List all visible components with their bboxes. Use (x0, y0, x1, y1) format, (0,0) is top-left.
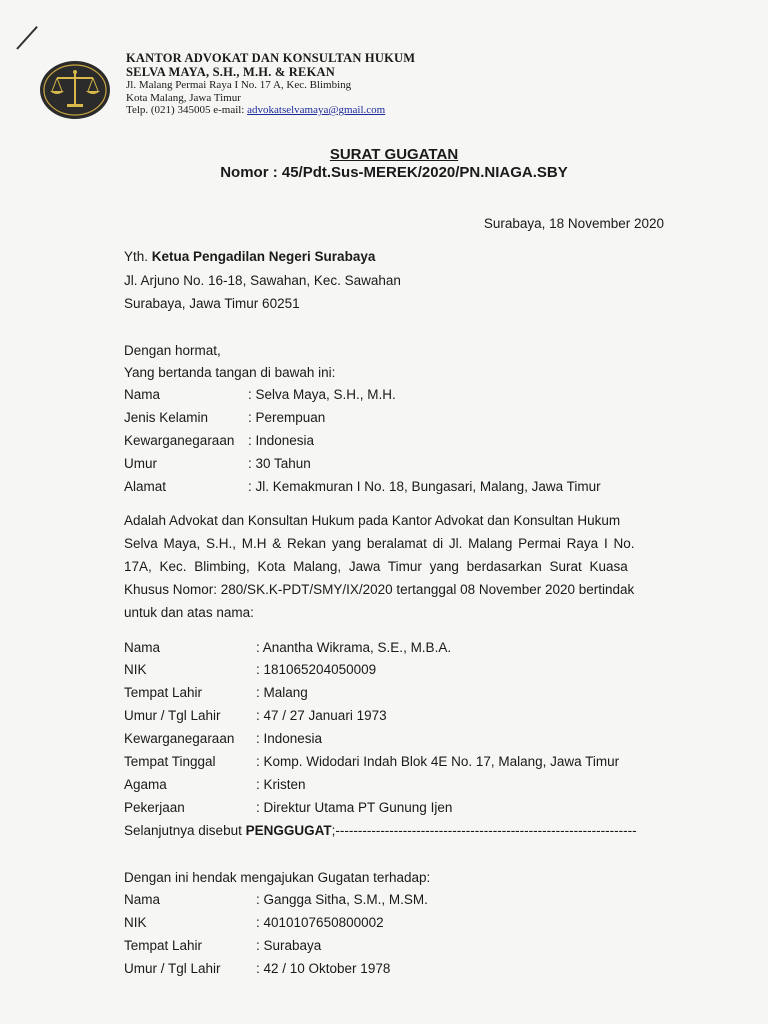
field-value: : Komp. Widodari Indah Blok 4E No. 17, Malang, Jawa Timur (256, 754, 620, 769)
document-title: SURAT GUGATAN (329, 146, 459, 163)
plaintiff-closing (124, 822, 637, 840)
field-label: Tempat Lahir (124, 938, 203, 953)
recipient-name-line (124, 248, 375, 266)
greeting: Dengan hormat, (124, 343, 221, 358)
intro-text: Yang bertanda tangan di bawah ini: (124, 365, 336, 380)
field-value: : 181065204050009 (256, 662, 377, 677)
field-label: Alamat (124, 479, 167, 494)
field-value: : Selva Maya, S.H., M.H. (248, 387, 396, 402)
field-value: : Indonesia (256, 731, 323, 746)
recipient-address-2: Surabaya, Jawa Timur 60251 (124, 296, 300, 311)
paragraph-line: Adalah Advokat dan Konsultan Hukum pada Kantor Advokat dan Konsultan Hukum (124, 513, 621, 528)
field-label: Pekerjaan (124, 800, 185, 815)
document-date: Surabaya, 18 November 2020 (483, 216, 664, 231)
field-value: : Perempuan (248, 410, 326, 425)
recipient-prefix: Yth. (124, 249, 152, 264)
plaintiff-term: PENGGUGAT (245, 823, 332, 838)
field-label: NIK (124, 915, 147, 930)
field-label: Umur (124, 456, 157, 471)
field-label: Agama (124, 777, 167, 792)
field-label: Kewarganegaraan (124, 731, 235, 746)
field-label: Nama (124, 640, 161, 655)
field-label: Kewarganegaraan (124, 433, 235, 448)
field-value: : Jl. Kemakmuran I No. 18, Bungasari, Malang, Jawa Timur (248, 479, 601, 494)
field-value: : Kristen (256, 777, 306, 792)
paragraph-line: 17A, Kec. Blimbing, Kota Malang, Jawa Timur yang berdasarkan Surat Kuasa (124, 559, 628, 574)
paragraph-line: Khusus Nomor: 280/SK.K-PDT/SMY/IX/2020 tertanggal 08 November 2020 bertindak (124, 582, 635, 597)
field-value: : Gangga Sitha, S.M., M.SM. (256, 892, 428, 907)
firm-partners: SELVA MAYA, S.H., M.H. & REKAN (126, 65, 335, 79)
defendant-intro: Dengan ini hendak mengajukan Gugatan terhadap: (124, 870, 431, 885)
document-number: Nomor : 45/Pdt.Sus-MEREK/2020/PN.NIAGA.SBY (220, 164, 568, 181)
firm-address-street: Jl. Malang Permai Raya I No. 17 A, Kec. Blimbing (126, 79, 352, 91)
paragraph-line: Selva Maya, S.H., M.H & Rekan yang beralamat di Jl. Malang Permai Raya I No. (124, 536, 635, 551)
field-value: : Malang (256, 685, 308, 700)
field-value: : Direktur Utama PT Gunung Ijen (256, 800, 453, 815)
dashed-line: ;------------------------------------------------------------------- (331, 823, 637, 838)
field-value: : 4010107650800002 (256, 915, 384, 930)
field-label: Umur / Tgl Lahir (124, 961, 221, 976)
firm-phone: Telp. (021) 345005 e-mail: (126, 104, 248, 116)
field-label: Umur / Tgl Lahir (124, 708, 221, 723)
paragraph-line: untuk dan atas nama: (124, 605, 254, 620)
recipient-address-1: Jl. Arjuno No. 16-18, Sawahan, Kec. Sawahan (124, 273, 401, 288)
field-label: Jenis Kelamin (124, 410, 209, 425)
pen-mark (16, 26, 38, 50)
letterhead (126, 51, 415, 117)
closing-prefix: Selanjutnya disebut (124, 823, 246, 838)
field-value: : Indonesia (248, 433, 315, 448)
field-label: Nama (124, 387, 161, 402)
field-label: NIK (124, 662, 147, 677)
field-value: : 30 Tahun (248, 456, 311, 471)
firm-email-link[interactable]: advokatselvamaya@gmail.com (247, 104, 386, 116)
field-label: Tempat Tinggal (124, 754, 216, 769)
firm-name: KANTOR ADVOKAT DAN KONSULTAN HUKUM (126, 51, 416, 65)
firm-contact (126, 104, 415, 117)
recipient-name: Ketua Pengadilan Negeri Surabaya (151, 249, 376, 264)
scales-of-justice-logo (39, 60, 111, 120)
field-value: : Surabaya (256, 938, 322, 953)
field-label: Tempat Lahir (124, 685, 203, 700)
field-value: : 42 / 10 Oktober 1978 (256, 961, 391, 976)
field-label: Nama (124, 892, 161, 907)
firm-address-city: Kota Malang, Jawa Timur (126, 91, 241, 104)
field-value: : 47 / 27 Januari 1973 (256, 708, 387, 723)
field-value: : Anantha Wikrama, S.E., M.B.A. (256, 640, 452, 655)
